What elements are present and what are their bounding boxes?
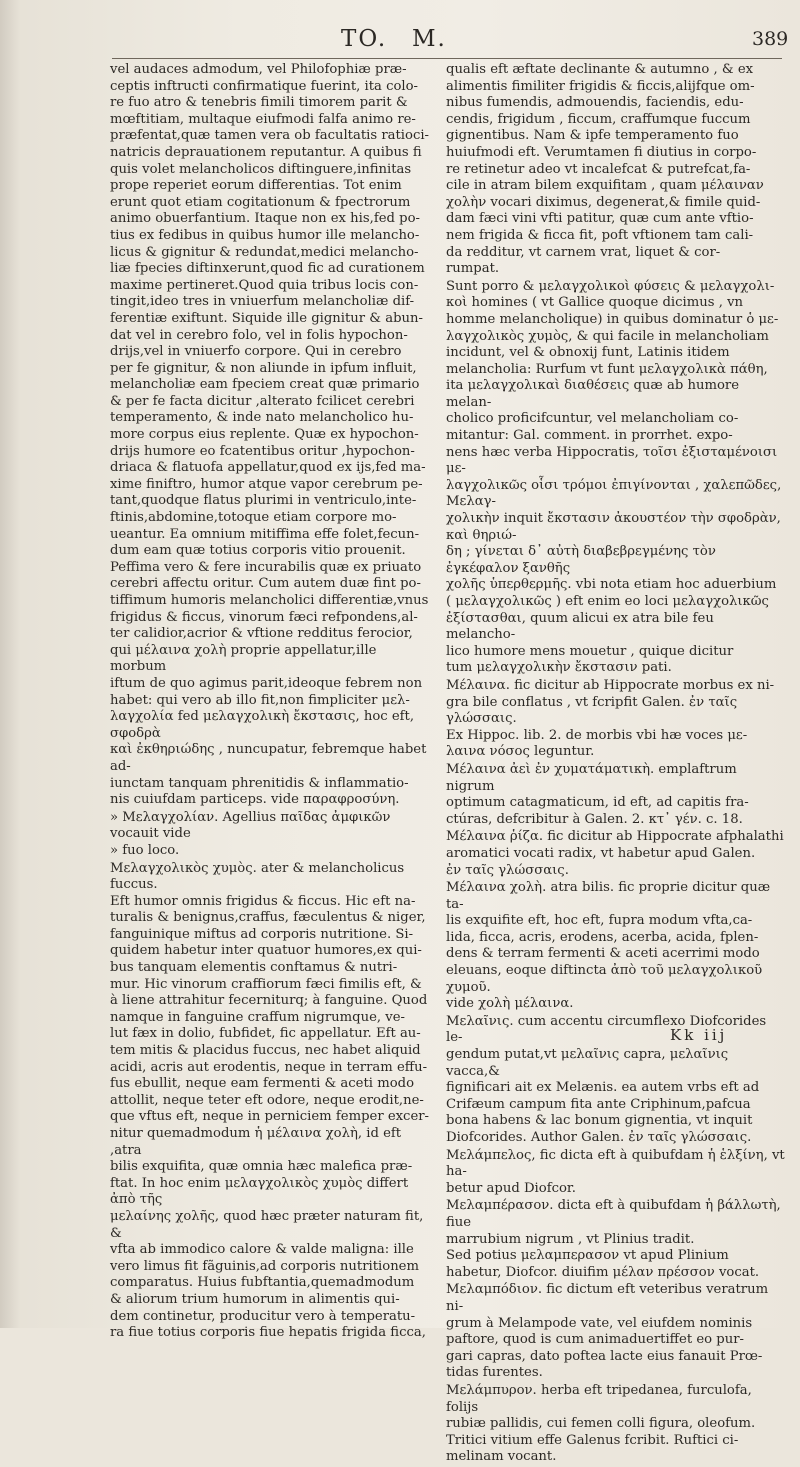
page-number: 389: [752, 28, 789, 50]
paragraph: Μελάμπελος, fic dicta eft à quibufdam ἡ ἑλξίνη, vt ha- betur apud Diofcor.: [446, 1147, 785, 1196]
page-fold-shadow: [0, 0, 20, 1328]
header-right: M.: [412, 26, 447, 52]
paragraph: Μέλαινα. fic dicitur ab Hippocrate morbus ex ni- gra bile conflatus , vt fcripfit Galen. ἐν ταῖς γλώσσαις. Ex Hippoc. lib. 2. de morbis vbi hæ voces με- λαινα νόσος leguntur.: [446, 677, 775, 760]
left-column: [110, 62, 432, 1343]
paragraph: Μέλαινα ῥίζα. fic dicitur ab Hippocrate afphalathi aromatici vocati radix, vt habetur apud Galen. ἐν ταῖς γλώσσαις.: [446, 829, 784, 878]
paragraph: Μελαμπέρασον. dicta eft à quibufdam ἡ βάλλωτὴ, fiue marrubium nigrum , vt Plinius tradit. Sed potius μελαμπερασον vt apud Plinium habetur, Diofcor. diuifim μέλαν πρέσσον vocat.: [446, 1198, 781, 1280]
paragraph: Μελαμπόδιον. fic dictum eft veteribus veratrum ni- grum à Melampode vate, vel eiufdem nominis paftore, quod is cum animaduertiffet eo pur- gari capras, dato poftea lacte eius fanauit Prœ- tidas furentes.: [446, 1282, 769, 1381]
paragraph: vel audaces admodum, vel Philofophiæ præ- ceptis inftructi confirmatique fuerint, ita colo- re fuo atro & tenebris fimili timorem parit & mœftitiam, multaque eiufmodi falfa animo re- præfentat,quæ tamen vera ob facultatis ratioci- natricis deprauationem reputantur. A quibus fi quis volet melancholicos diftinguere,infinitas prope reperiet eorum differentias. Tot enim erunt quot etiam cogitationum & fpectrorum animo obuerfantium. Itaque non ex his,fed po- tius ex fedibus in quibus humor ille melancho- licus & gignitur & redundat,medici melancho- liæ fpecies diftinxerunt,quod fic ad curationem maxime pertineret.Quod quia tribus locis con- tingit,ideo tres in vniuerfum melancholiæ dif- ferentiæ exiftunt. Siquide ille gignitur & abun- dat vel in cerebro folo, vel in folis hypochon- drijs,vel in vniuerfo corpore. Qui in cerebro per fe gignitur, & non aliunde in ipfum influit, melancholiæ eam fpeciem creat quæ primario & per fe facta dicitur ,alterato fcilicet cerebri temperamento, & inde nato melancholico hu- more corpus eius replente. Quæ ex hypochon- drijs humore eo fcatentibus oritur ,hypochon- driaca & flatuofa appellatur,quod ex ijs,fed ma- xime finiftro, humor atque vapor cerebrum pe- tant,quodque flatus plurimi in ventriculo,inte- ftinis,abdomine,totoque etiam corpore mo- ueantur. Ea omnium mitiffima effe folet,fecun- dum eam quæ totius corporis vitio prouenit. Peffima vero & fere incurabilis quæ ex priuato cerebri affectu oritur. Cum autem duæ fint po- tiffimum humoris melancholici differentiæ,vnus frigidus & ficcus, vinorum fæci refpondens,al- ter calidior,acrior & vftione redditus ferocior, qui μέλαινα χολὴ proprie appellatur,ille morbum iftum de quo agimus parit,ideoque febrem non habet: qui vero ab illo fit,non fimpliciter μελ- λαγχολία fed μελαγχολικὴ ἔκστασις, hoc eft, σφοδρὰ καὶ ἐκθηριώδης , nuncupatur, febremque habet ad- iunctam tanquam phrenitidis & inflammatio- nis cuiufdam particeps. vide παραφροσύνη.: [110, 62, 429, 808]
paragraph: Sunt porro & μελαγχολικοὶ φύσεις & μελαγχολι- κοὶ homines ( vt Gallice quoque dicimus , vn homme melancholique) in quibus dominatur ὁ με- λαγχολικὸς χυμὸς, & qui facile in melancholiam incidunt, vel & obnoxij funt, Latinis itidem melancholia: Rurfum vt funt μελαγχολικὰ πάθη, ita μελαγχολικαὶ διαθέσεις quæ ab humore melan- cholico proficifcuntur, vel melancholiam co- mitantur: Gal. comment. in prorrhet. expo- nens hæc verba Hippocratis, τοῖσι ἐξισταμένοισι με- λαγχολικῶς οἷσι τρόμοι ἐπιγίνονται , χαλεπῶδες, Μελαγ- χολικὴν inquit ἔκστασιν ἀκουστέον τὴν σφοδρὰν, καὶ θηριώ- δη ; γίνεται δ᾽ αὐτὴ διαβεβρεγμένης τὸν ἐγκέφαλον ξανθῆς χολῆς ὑπερθερμῆς. vbi nota etiam hoc aduerbium ( μελαγχολικῶς ) eft enim eo loci μελαγχολικῶς ἐξίστασθαι, quum alicui ex atra bile feu melancho- lico humore mens mouetur , quique dicitur tum μελαγχολικὴν ἔκστασιν pati.: [446, 278, 782, 676]
header-left: TO.: [341, 26, 388, 52]
paragraph: Μελάμπυρον. herba eft tripedanea, furculofa, folijs rubiæ pallidis, cui femen colli figura, oleofum. Tritici vitium effe Galenus fcribit. Ruftici ci- melinam vocant.: [446, 1382, 756, 1465]
paragraph: Μελαγχολικὸς χυμὸς. ater & melancholicus fuccus. Eft humor omnis frigidus & ficcus. Hic eft na- turalis & benignus,craffus, fæculentus & niger, fanguinique miftus ad corporis nutritione. Si- quidem habetur inter quatuor humores,ex qui- bus tanquam elementis conftamus & nutri- mur. Hic vinorum craffiorum fæci fimilis eft, & à liene attrahitur fecerniturq; à fanguine. Quod namque in fanguine craffum nigrumque, ve- lut fæx in dolio, fubfidet, fic appellatur. Eft au- tem mitis & placidus fuccus, nec habet aliquid acidi, acris aut erodentis, neque in terram effu- fus ebullit, neque eam fermenti & aceti modo attollit, neque teter eft odore, neque erodit,ne- que vftus eft, neque in perniciem femper excer- nitur quemadmodum ἡ μέλαινα χολὴ, id eft ,atra bilis exquifita, quæ omnia hæc malefica præ- ftat. In hoc enim μελαγχολικὸς χυμὸς differt ἀπὸ τῆς μελαίνης χολῆς, quod hæc præter naturam fit, & vfta ab immodico calore & valde maligna: ille vero limus fit fãguinis,ad corporis nutritionem comparatus. Huius fubftantia,quemadmodum & aliorum trium humorum in alimentis qui- dem continetur, producitur vero à temperatu- ra fiue totius corporis fiue hepatis frigida ficca,: [110, 860, 430, 1341]
paragraph: qualis eft æftate declinante & autumno , & ex alimentis fimiliter frigidis & ficcis,alijfque om- nibus fumendis, admouendis, faciendis, edu- cendis, frigidum , ficcum, craffumque fuccum gignentibus. Nam & ipfe temperamento fuo huiufmodi eft. Verumtamen fi diutius in corpo- re retinetur adeo vt incalefcat & putrefcat,fa- cile in atram bilem exquifitam , quam μέλαιναν χολὴν vocari diximus, degenerat,& fimile quid- dam fæci vini vfti patitur, quæ cum ante vftio- nem frigida & ficca fit, poft vftionem tam cali- da redditur, vt carnem vrat, liquet & cor- rumpat.: [446, 62, 764, 277]
header-rule: [112, 58, 782, 59]
signature-mark: Kk iij: [670, 1026, 728, 1044]
running-header: [0, 26, 800, 56]
paragraph: » Μελαγχολίαν. Agellius παῖδας ἀμφικῶν vocauit vide » fuo loco.: [110, 809, 391, 858]
paragraph: Μέλαινα ἀεὶ ἐν χυματάματικὴ. emplaftrum nigrum optimum catagmaticum, id eft, ad capitis fra- ctúras, defcribitur à Galen. 2. κτ᾽ γέν. c. 18.: [446, 761, 749, 827]
right-column: [446, 62, 786, 1467]
paragraph: Μέλαινα χολὴ. atra bilis. fic proprie dicitur quæ ta- lis exquifite eft, hoc eft, fupra modum vfta,ca- lida, ficca, acris, erodens, acerba, acida, fplen- dens & terram fermenti & aceti acerrimi modo eleuans, eoque diftincta ἀπὸ τοῦ μελαγχολικοῦ χυμοῦ. vide χολὴ μέλαινα.: [446, 880, 771, 1012]
paragraph: Μελαῖνις. cum accentu circumflexo Diofcorides le- gendum putat,vt μελαῖνις capra, μελαῖνις vacca,& fignificari ait ex Melænis. ea autem vrbs eft ad Crifæum campum fita ante Criphinum,pafcua bona habens & lac bonum gignentia, vt inquit Diofcorides. Author Galen. ἐν ταῖς γλώσσαις.: [446, 1013, 767, 1145]
